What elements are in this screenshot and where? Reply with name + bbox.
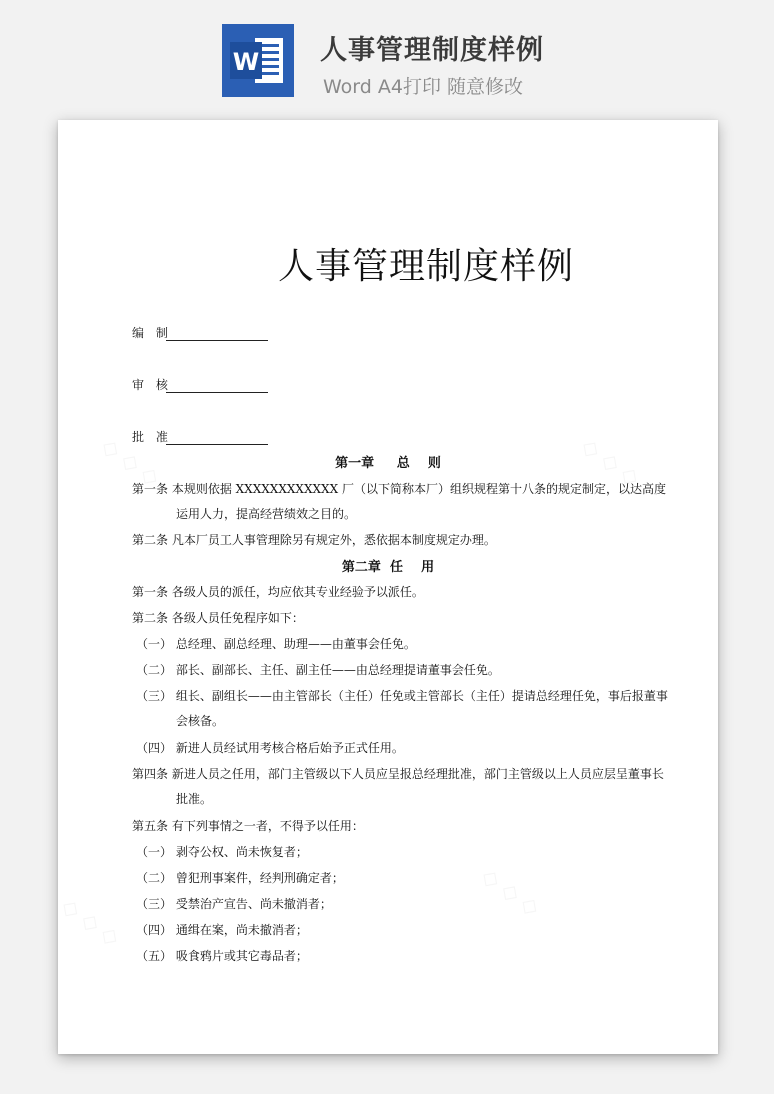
document-page bbox=[58, 120, 718, 1054]
chapter-heading: 第二章 任 用 bbox=[341, 560, 435, 575]
paragraph-line: 第五条 有下列事情之一者，不得予以任用： bbox=[132, 819, 364, 833]
signoff-blank-field[interactable] bbox=[166, 380, 268, 393]
paragraph-line: 第一条 各级人员的派任，均应依其专业经验予以派任。 bbox=[132, 585, 424, 599]
paragraph-line: （一） 总经理、副总经理、助理——由董事会任免。 bbox=[136, 637, 416, 651]
paragraph-line: （二） 部长、副部长、主任、副主任——由总经理提请董事会任免。 bbox=[136, 663, 500, 677]
signoff-blank-field[interactable] bbox=[166, 432, 268, 445]
paragraph-line: （三） 受禁治产宣告、尚未撤消者； bbox=[136, 897, 332, 911]
paragraph-line: （二） 曾犯刑事案件，经判刑确定者； bbox=[136, 871, 344, 885]
signoff-label: 审 核 bbox=[132, 378, 172, 392]
paragraph-line: 第四条 新进人员之任用，部门主管级以下人员应呈报总经理批准，部门主管级以上人员应层呈董事长 bbox=[132, 767, 664, 781]
paragraph-line: （四） 通缉在案，尚未撤消者； bbox=[136, 923, 308, 937]
paragraph-line: 第二条 凡本厂员工人事管理除另有规定外，悉依据本制度规定办理。 bbox=[132, 533, 496, 547]
signoff-row bbox=[132, 376, 268, 393]
header-banner bbox=[0, 0, 774, 118]
paragraph-line: （五） 吸食鸦片或其它毒品者； bbox=[136, 949, 308, 963]
banner-subtitle: Word A4打印 随意修改 bbox=[323, 76, 524, 98]
signoff-row bbox=[132, 324, 268, 341]
signoff-blank-field[interactable] bbox=[166, 328, 268, 341]
paragraph-line: （一） 剥夺公权、尚未恢复者； bbox=[136, 845, 308, 859]
paragraph-line: 第二条 各级人员任免程序如下： bbox=[132, 611, 304, 625]
document-title: 人事管理制度样例 bbox=[278, 246, 575, 287]
paragraph-line: （四） 新进人员经试用考核合格后始予正式任用。 bbox=[136, 741, 404, 755]
paragraph-line: 会核备。 bbox=[176, 714, 225, 728]
paragraph-line: 第一条 本规则依据 XXXXXXXXXXXX 厂（以下简称本厂）组织规程第十八条的规定制定，以达高度 bbox=[132, 482, 666, 496]
word-app-letter: W bbox=[232, 48, 260, 76]
signoff-label: 编 制 bbox=[132, 326, 172, 340]
banner-title: 人事管理制度样例 bbox=[320, 35, 544, 66]
chapter-heading: 第一章 总 则 bbox=[335, 456, 441, 471]
paragraph-line: 运用人力，提高经营绩效之目的。 bbox=[176, 507, 357, 521]
signoff-label: 批 准 bbox=[132, 430, 172, 444]
signoff-row bbox=[132, 428, 268, 445]
paragraph-line: （三） 组长、副组长——由主管部长（主任）任免或主管部长（主任）提请总经理任免，事后报董事 bbox=[136, 689, 668, 703]
word-app-icon bbox=[222, 24, 294, 97]
paragraph-line: 批准。 bbox=[176, 792, 213, 806]
watermark-decoration bbox=[58, 894, 124, 952]
watermark-decoration bbox=[477, 864, 544, 922]
